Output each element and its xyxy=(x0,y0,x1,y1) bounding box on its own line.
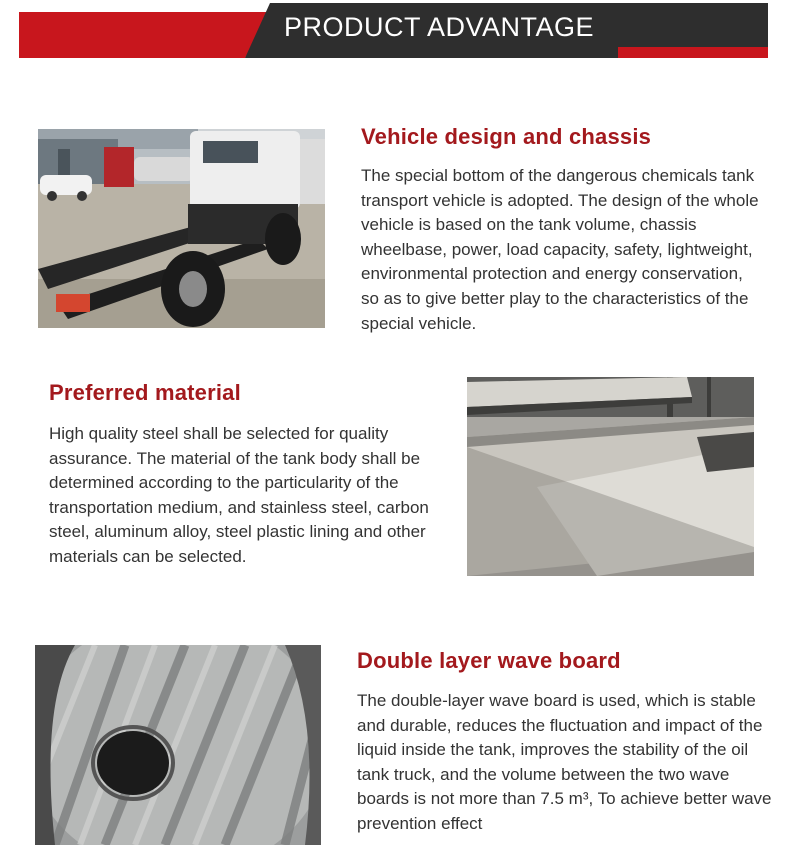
section-body-preferred-material: High quality steel shall be selected for quality assurance. The material of the tank body shall be determined according to the particularity of the transportation medium, and stainless steel, carbon steel, aluminum alloy, steel plastic lining and other materials can be selected. xyxy=(49,424,429,566)
section-body-wave-board: The double-layer wave board is used, which is stable and durable, reduces the fluctuation and impact of the liquid inside the tank, improves the stability of the oil tank truck, and the volume between the two wave boards is not more than 7.5 m³, To achieve better wave prevention effect xyxy=(357,691,772,833)
section-title-vehicle-design: Vehicle design and chassis xyxy=(361,124,652,149)
section-body-vehicle-design: The special bottom of the dangerous chemicals tank transport vehicle is adopted. The design of the whole vehicle is based on the tank volume, chassis wheelbase, power, load capacity, safety, lightweight, environmental protection and energy conservation, so as to give better play to the characteristics of the special vehicle. xyxy=(361,166,759,333)
section-title-preferred-material: Preferred material xyxy=(49,380,241,405)
header-banner xyxy=(0,0,800,60)
section-title-wave-board: Double layer wave board xyxy=(357,648,621,673)
steel-plates-photo xyxy=(467,377,754,576)
page-title: PRODUCT ADVANTAGE xyxy=(284,12,595,42)
tank-interior-photo xyxy=(35,645,321,845)
chassis-photo xyxy=(38,129,325,328)
